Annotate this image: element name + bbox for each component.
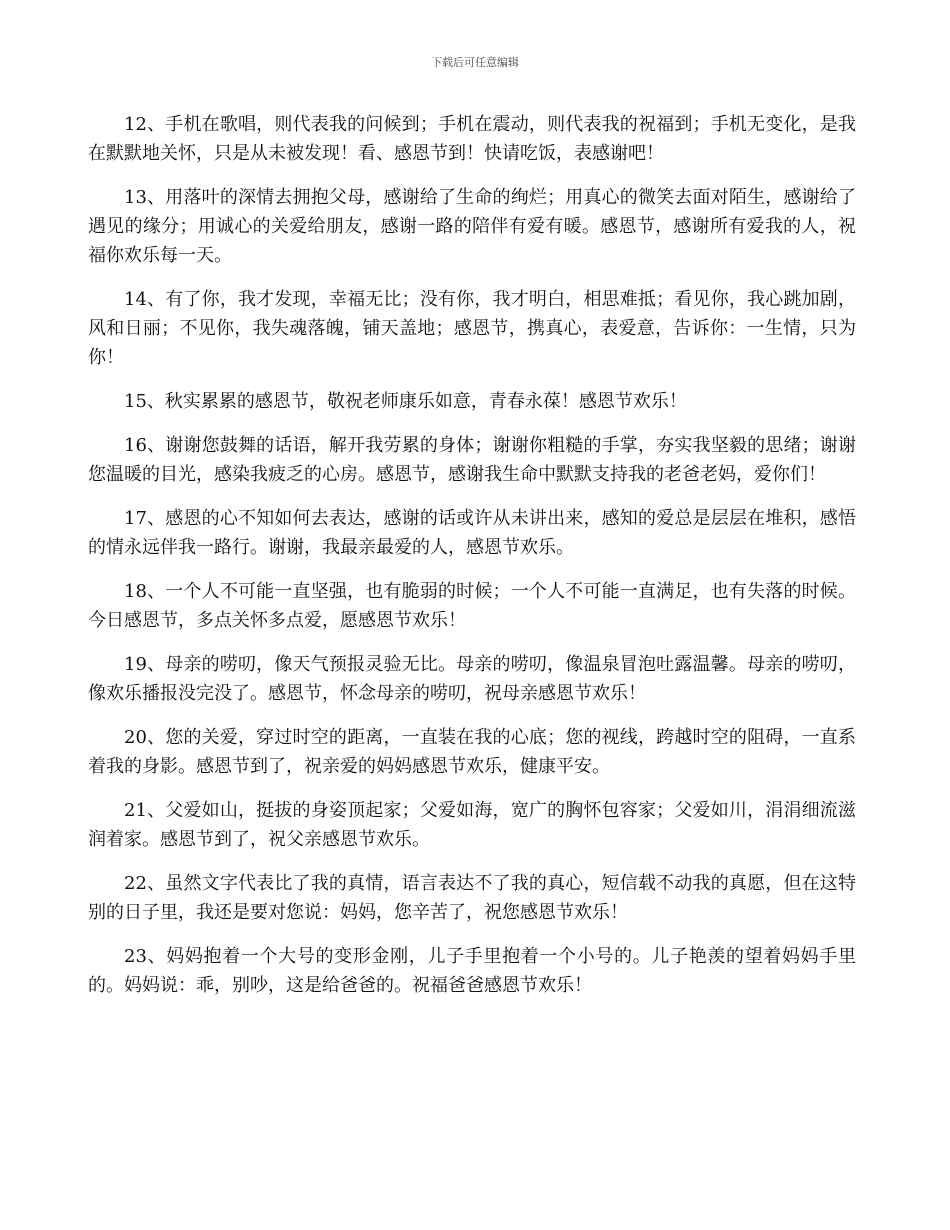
paragraph-20: 20、您的关爱，穿过时空的距离，一直装在我的心底；您的视线，跨越时空的阻碍，一直系着我的身影。感恩节到了，祝亲爱的妈妈感恩节欢乐，健康平安。 bbox=[88, 727, 856, 777]
paragraph-19: 19、母亲的唠叨，像天气预报灵验无比。母亲的唠叨，像温泉冒泡吐露温馨。母亲的唠叨，像欢乐播报没完没了。感恩节，怀念母亲的唠叨，祝母亲感恩节欢乐！ bbox=[88, 654, 856, 704]
paragraph-15: 15、秋实累累的感恩节，敬祝老师康乐如意，青春永葆！感恩节欢乐！ bbox=[124, 391, 687, 412]
paragraph-18: 18、一个人不可能一直坚强，也有脆弱的时候；一个人不可能一直满足，也有失落的时候。今日感恩节，多点关怀多点爱，愿感恩节欢乐！ bbox=[88, 581, 856, 631]
paragraph-14: 14、有了你，我才发现，幸福无比；没有你，我才明白，相思难抵；看见你，我心跳加剧，风和日丽；不见你，我失魂落魄，铺天盖地；感恩节，携真心，表爱意，告诉你：一生情，只为你！ bbox=[88, 289, 856, 368]
paragraph-22: 22、虽然文字代表比了我的真情，语言表达不了我的真心，短信载不动我的真愿，但在这特别的日子里，我还是要对您说：妈妈，您辛苦了，祝您感恩节欢乐！ bbox=[88, 873, 856, 923]
paragraph-12: 12、手机在歌唱，则代表我的问候到；手机在震动，则代表我的祝福到；手机无变化，是我在默默地关怀，只是从未被发现！看、感恩节到！快请吃饭，表感谢吧！ bbox=[88, 114, 856, 164]
paragraph-23: 23、妈妈抱着一个大号的变形金刚，儿子手里抱着一个小号的。儿子艳羡的望着妈妈手里的。妈妈说：乖，别吵，这是给爸爸的。祝福爸爸感恩节欢乐！ bbox=[88, 946, 856, 996]
paragraph-21: 21、父爱如山，挺拔的身姿顶起家；父爱如海，宽广的胸怀包容家；父爱如川，涓涓细流滋润着家。感恩节到了，祝父亲感恩节欢乐。 bbox=[88, 800, 856, 850]
paragraph-17: 17、感恩的心不知如何去表达，感谢的话或许从未讲出来，感知的爱总是层层在堆积，感悟的情永远伴我一路行。谢谢，我最亲最爱的人，感恩节欢乐。 bbox=[88, 508, 856, 558]
paragraph-16: 16、谢谢您鼓舞的话语，解开我劳累的身体；谢谢你粗糙的手掌，夯实我坚毅的思绪；谢谢您温暖的目光，感染我疲乏的心房。感恩节，感谢我生命中默默支持我的老爸老妈，爱你们！ bbox=[88, 435, 856, 485]
document-body bbox=[88, 110, 856, 1015]
paragraph-13: 13、用落叶的深情去拥抱父母，感谢给了生命的绚烂；用真心的微笑去面对陌生，感谢给了遇见的缘分；用诚心的关爱给朋友，感谢一路的陪伴有爱有暖。感恩节，感谢所有爱我的人，祝福你欢乐每一天。 bbox=[88, 187, 856, 266]
page-header: 下载后可任意编辑 bbox=[431, 56, 519, 69]
